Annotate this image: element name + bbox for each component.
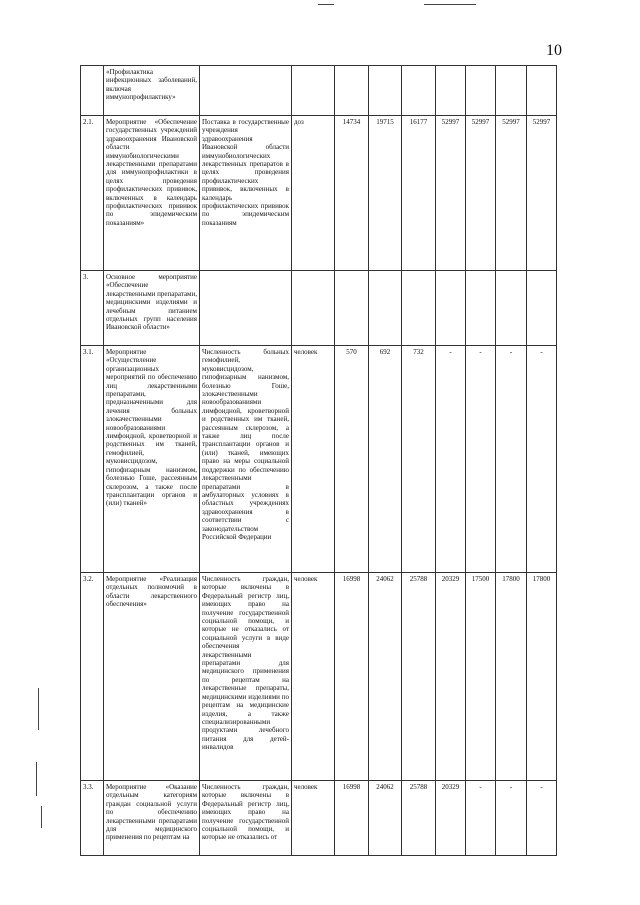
unit: человек [292,781,335,856]
value-cell: 732 [402,346,436,573]
value-cell [436,271,466,346]
value-cell: 20329 [436,573,466,781]
value-cell [436,66,466,116]
measure-name: Основное мероприятие «Обеспечение лекарственными препаратами, медицинскими изделиями и лечебным питанием отдельных групп населения Ивановской области» [104,271,200,346]
table-row [81,271,557,346]
value-cell: 17800 [496,573,527,781]
indicator-name: Численность граждан, которые включены в Федеральный регистр лиц, имеющих право на получение государственной социальной помощи, и которые не отказались от социальной услуги в виде обеспечения лекарственными препаратами для медицинского применения по рецептам на лекарственные препараты, медицинскими изделиями по рецептам на медицинские изделия, а также специализированными продуктами лечебного питания для детей-инвалидов [200,573,292,781]
unit: человек [292,573,335,781]
scan-mark [424,4,476,5]
unit [292,271,335,346]
unit [292,66,335,116]
value-cell: 17800 [527,573,557,781]
scan-mark [36,762,37,796]
value-cell: - [466,781,496,856]
indicator-name [200,271,292,346]
value-cell: - [496,346,527,573]
value-cell: - [466,346,496,573]
value-cell: - [496,781,527,856]
value-cell: - [527,346,557,573]
measure-name: Мероприятие «Обеспечение государственных учреждений здравоохранения Ивановской области иммунобиологическими лекарственными препаратами для иммунопрофилактики в целях проведения профилактических прививок, включенных в календарь профилактических прививок по эпидемическим показаниям» [104,116,200,271]
value-cell: 52997 [466,116,496,271]
indicator-name: Численность больных гемофилией, муковисцидозом, гипофизарным нанизмом, болезнью Гоше, злокачественными новообразованиями лимфоидной, кроветворной и родственных им тканей, рассеянным склерозом, а также лиц после трансплантации органов и (или) тканей, имеющих право на меры социальной поддержки по обеспечению лекарственными препаратами в амбулаторных условиях в областных учреждениях здравоохранения в соответствии с законодательством Российской Федерации [200,346,292,573]
value-cell: 52997 [527,116,557,271]
value-cell: 52997 [436,116,466,271]
unit: доз [292,116,335,271]
row-number: 3.3. [81,781,104,856]
indicator-name: Численность граждан, которые включены в Федеральный регистр лиц, имеющих право на получение государственной социальной помощи, и которые не отказались от [200,781,292,856]
table-row [81,116,557,271]
value-cell [527,66,557,116]
value-cell [496,66,527,116]
value-cell [402,271,436,346]
table-row [81,346,557,573]
row-number [81,66,104,116]
row-number: 3.1. [81,346,104,573]
value-cell [496,271,527,346]
value-cell: 692 [369,346,402,573]
value-cell: - [527,781,557,856]
value-cell [527,271,557,346]
value-cell: 17500 [466,573,496,781]
value-cell: 16177 [402,116,436,271]
table-row [81,781,557,856]
measure-name: Мероприятие «Оказание отдельным категориям граждан социальной услуги по обеспечению лекарственными препаратами для медицинского применения по рецептам на [104,781,200,856]
indicator-name: Поставка в государственные учреждения здравоохранения Ивановской области иммунобиологических лекарственных препаратов в целях проведения профилактических прививок, включенных в календарь профилактических прививок по эпидемическим показаниям [200,116,292,271]
value-cell: - [436,346,466,573]
value-cell: 14734 [335,116,369,271]
value-cell [466,66,496,116]
page-number: 10 [546,42,562,59]
value-cell [369,271,402,346]
value-cell: 52997 [496,116,527,271]
value-cell: 25788 [402,781,436,856]
value-cell: 16998 [335,573,369,781]
unit: человек [292,346,335,573]
value-cell [335,271,369,346]
table-row [81,573,557,781]
scan-mark [38,688,39,730]
indicator-name [200,66,292,116]
value-cell [369,66,402,116]
value-cell: 25788 [402,573,436,781]
row-number: 3. [81,271,104,346]
measure-name: Мероприятие «Реализация отдельных полномочий в области лекарственного обеспечения» [104,573,200,781]
value-cell [335,66,369,116]
scan-mark [41,806,42,828]
value-cell: 19715 [369,116,402,271]
measures-table [80,65,557,856]
row-number: 3.2. [81,573,104,781]
measure-name: Мероприятие «Осуществление организационных мероприятий по обеспечению лиц лекарственными препаратами, предназначенными для лечения больных злокачественными новообразованиями лимфоидной, кроветворной и родственных им тканей, гемофилией, муковисцидозом, гипофизарным нанизмом, болезнью Гоше, рассеянным склерозом, а также после трансплантации органов и (или) тканей» [104,346,200,573]
scan-mark [318,4,334,5]
table-row [81,66,557,116]
value-cell: 24062 [369,781,402,856]
value-cell: 20329 [436,781,466,856]
value-cell [402,66,436,116]
measure-name: «Профилактика инфекционных заболеваний, включая иммунопрофилактику» [104,66,200,116]
value-cell: 16998 [335,781,369,856]
value-cell: 570 [335,346,369,573]
value-cell: 24062 [369,573,402,781]
value-cell [466,271,496,346]
row-number: 2.1. [81,116,104,271]
